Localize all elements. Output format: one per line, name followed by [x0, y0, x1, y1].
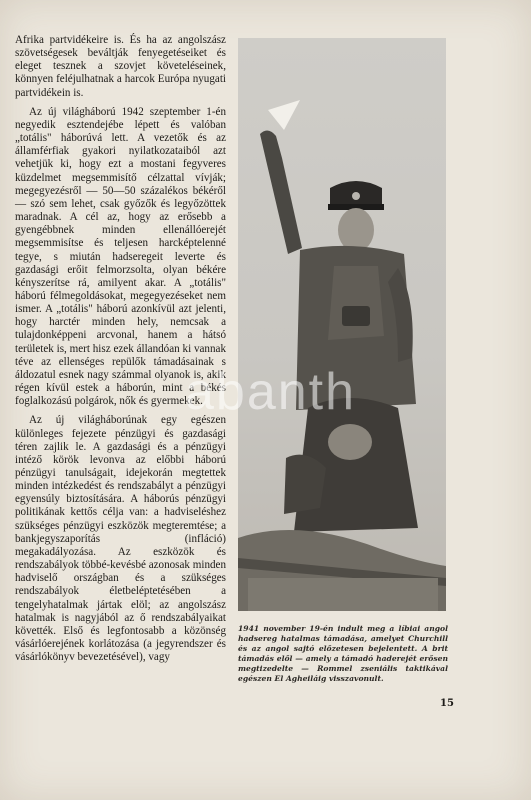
- soldier-photo: [238, 38, 446, 611]
- soldier-photo-illustration: [238, 38, 446, 611]
- photo-caption: 1941 november 19-én indult meg a líbiai angol hadsereg hatalmas támadása, amelyet Churchill és az angol sajtó előzetesen bejelentett. A brit támadás elől — amely a támadó haderejét erősen megtizedelte — Rommel zseniális taktikával egészen El Agheiláig visszavonult.: [238, 624, 448, 683]
- article-paragraph-2: Az új világháború 1942 szeptember 1-én negyedik esztendejébe lépett és valóban „totális" háborúvá lett. A vezetők és az államférfiak gyakori nyilatkozataiból azt vehetjük ki, hogy ezt a mostani fegyveres küzdelmet megsemmisítő célzattal vívják; megegyezésről — 50—50 százalékos békéről — szó sem lehet, csak győzők és legyőzöttek maradnak. A cél az, hogy az erősebb a gyengébbnek minden ellenállóerejét megsemmisítse és teljesen harcképtelenné tegye, s miután hadseregeit leverte és gazdasági erőit felmorzsolta, olyan békére kényszerítse rá, amilyent akar. A „totális" háború félmegoldásokat, megegyezéseket nem ismer. A „totális" háború azonkívül azt jelenti, hogy harctér minden hely, nemcsak a tulajdonképpeni arcvonal, hanem a hátsó területek is, mert hisz ezek állandóan ki vannak téve az ellenséges repülők támadásainak s áldozatul esnek nagy számmal olyanok is, akik régen kívül estek a háborún, mint a békés foglalkozású polgárok, nők és gyermekek.: [15, 105, 226, 408]
- page-number: 15: [440, 698, 454, 709]
- article-paragraph-3: Az új világháborúnak egy egészen különleges fejezete pénzügyi és gazdasági téren zajlik le. A gazdasági és a pénzügyi intéző körök levonva az előbbi háború pénzügyi tanulságait, idejekorán megtettek minden intézkedést és rendszabályt a pénzügyi egyensúly biztosítására. A háborús pénzügyi politikának kettős célja van: a hadviseléshez szükséges pénzügyi eszközök megteremtése; a bankjegyszaporítás (infláció) megakadályozása. Az eszközök és rendszabályok többé-kevésbé azonosak minden hadviselő országban és a szükséges rendszabályok életbeléptetésében a tengelyhatalmak jártak elöl; az angolszász hatalmak is nagyjából az ő rendszabályaikat követték. Első és legfontosabb a közönség vásárlóerejének korlátozása (a jegyrendszer és vásárlókönyv bevezetésével), vagy: [15, 414, 227, 664]
- article-column: [15, 34, 226, 670]
- watermark: abanth: [185, 363, 357, 421]
- article-paragraph-1: Afrika partvidékeire is. És ha az angolszász szövetségesek beváltják fenyegetéseiket és eleget tesznek a szovjet követeléseinek, könnyen feléjulhatnak a harcok Európa nyugati partvidékein is.: [15, 34, 226, 99]
